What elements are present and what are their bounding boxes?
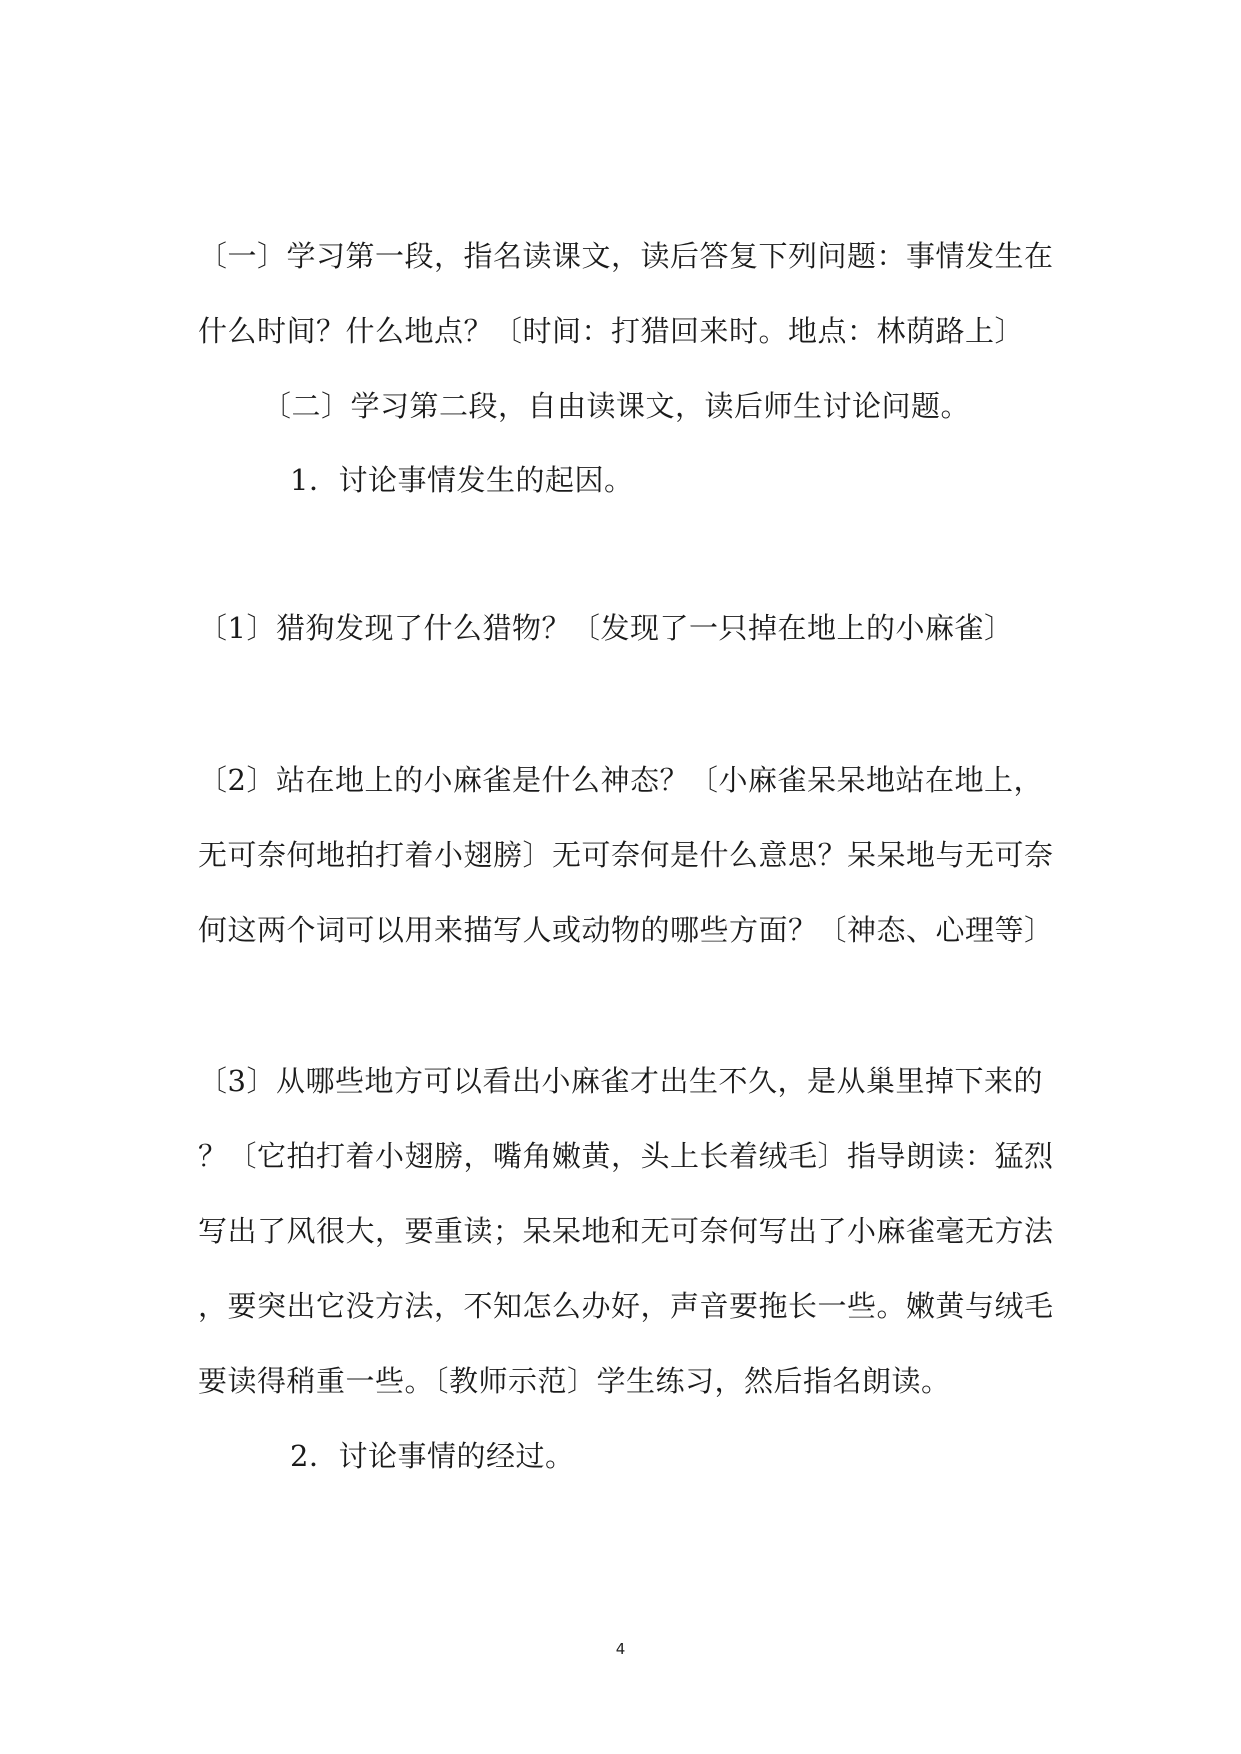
- paragraph-line: 什么时间？什么地点？〔时间：打猎回来时。地点：林荫路上〕: [198, 314, 1025, 348]
- paragraph-line: 〔一〕学习第一段，指名读课文，读后答复下列问题：事情发生在: [198, 239, 1054, 273]
- paragraph-line: ？〔它拍打着小翅膀，嘴角嫩黄，头上长着绒毛〕指导朗读：猛烈: [198, 1139, 1054, 1173]
- paragraph-line: ，要突出它没方法，不知怎么办好，声音要拖长一些。嫩黄与绒毛: [198, 1289, 1054, 1323]
- paragraph-line: 写出了风很大，要重读；呆呆地和无可奈何写出了小麻雀毫无方法: [198, 1214, 1054, 1248]
- page-number: 4: [615, 1640, 626, 1658]
- paragraph-line: 〔二〕学习第二段，自由读课文，读后师生讨论问题。: [262, 389, 971, 423]
- list-item-heading: 2．讨论事情的经过。: [290, 1439, 575, 1473]
- paragraph-line: 何这两个词可以用来描写人或动物的哪些方面？〔神态、心理等〕: [198, 913, 1054, 947]
- paragraph-line: 〔1〕猎狗发现了什么猎物？〔发现了一只掉在地上的小麻雀〕: [198, 611, 1014, 645]
- paragraph-line: 要读得稍重一些。〔教师示范〕学生练习，然后指名朗读。: [198, 1364, 951, 1398]
- paragraph-line: 〔3〕从哪些地方可以看出小麻雀才出生不久，是从巢里掉下来的: [198, 1064, 1043, 1098]
- paragraph-line: 〔2〕站在地上的小麻雀是什么神态？〔小麻雀呆呆地站在地上，: [198, 763, 1043, 797]
- paragraph-line: 无可奈何地拍打着小翅膀〕无可奈何是什么意思？呆呆地与无可奈: [198, 838, 1054, 872]
- list-item-heading: 1．讨论事情发生的起因。: [290, 463, 634, 497]
